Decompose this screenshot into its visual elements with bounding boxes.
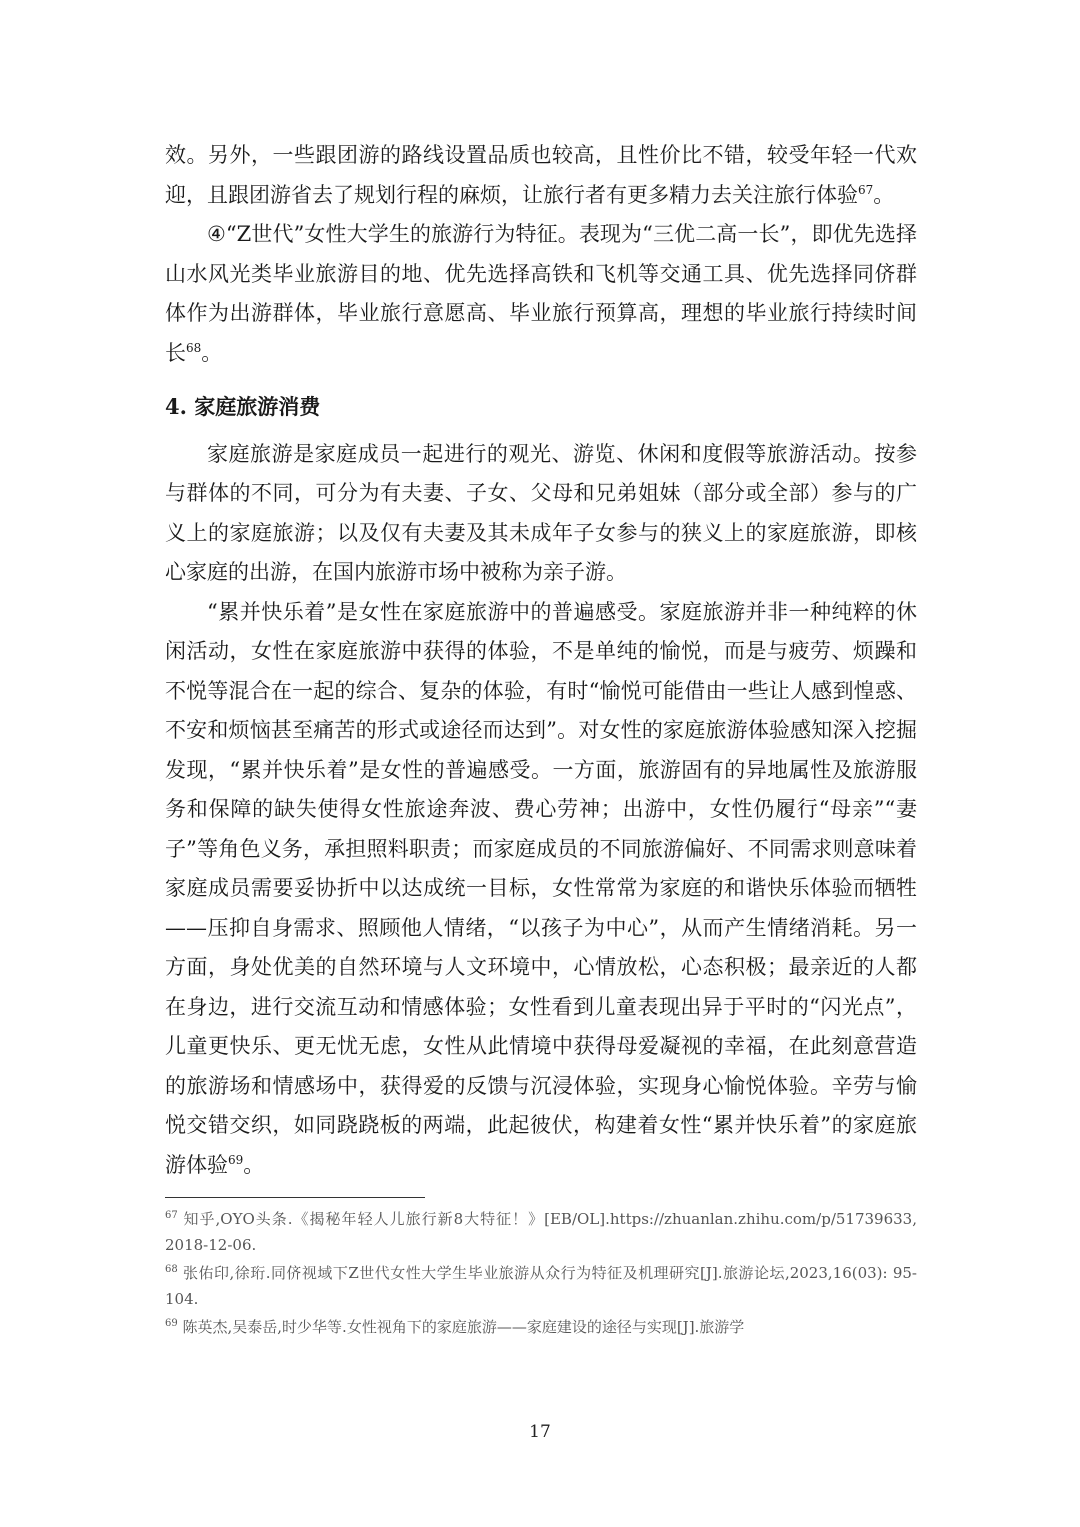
footnote-number: 68 [165,1264,178,1275]
page-number: 17 [529,1422,551,1442]
footnotes-section [165,1206,917,1340]
paragraph-text: 效。另外，一些跟团游的路线设置品质也较高，且性价比不错，较受年轻一代欢迎，且跟团游省去了规划行程的麻烦，让旅行者有更多精力去关注旅行体验 [165,143,917,207]
paragraph-end: 。 [201,340,223,365]
document-page [165,136,917,1342]
footnote-text: 陈英杰,吴泰岳,时少华等.女性视角下的家庭旅游——家庭建设的途径与实现[J].旅游学 [182,1318,745,1336]
footnote-divider [165,1197,425,1198]
footnote-67 [165,1206,917,1258]
section-heading: 4. 家庭旅游消费 [165,394,321,419]
footnote-69 [165,1314,917,1340]
paragraph-text: ④“Z世代”女性大学生的旅游行为特征。表现为“三优二高一长”，即优先选择山水风光类毕业旅游目的地、优先选择高铁和飞机等交通工具、优先选择同侪群体作为出游群体，毕业旅行意愿高、毕业旅行预算高，理想的毕业旅行持续时间长 [165,222,917,365]
paragraph-text: “累并快乐着”是女性在家庭旅游中的普遍感受。家庭旅游并非一种纯粹的休闲活动，女性在家庭旅游中获得的体验，不是单纯的愉悦，而是与疲劳、烦躁和不悦等混合在一起的综合、复杂的体验，有时“愉悦可能借由一些让人感到惶惑、不安和烦恼甚至痛苦的形式或途径而达到”。对女性的家庭旅游体验感知深入挖掘发现，“累并快乐着”是女性的普遍感受。一方面，旅游固有的异地属性及旅游服务和保障的缺失使得女性旅途奔波、费心劳神；出游中，女性仍履行“母亲”“妻子”等角色义务，承担照料职责；而家庭成员的不同旅游偏好、不同需求则意味着家庭成员需要妥协折中以达成统一目标，女性常常为家庭的和谐快乐体验而牺牲——压抑自身需求、照顾他人情绪，“以孩子为中心”，从而产生情绪消耗。另一方面，身处优美的自然环境与人文环境中，心情放松，心态积极；最亲近的人都在身边，进行交流互动和情感体验；女性看到儿童表现出异于平时的“闪光点”，儿童更快乐、更无忧无虑，女性从此情境中获得母爱凝视的幸福，在此刻意营造的旅游场和情感场中，获得爱的反馈与沉浸体验，实现身心愉悦体验。辛劳与愉悦交错交织，如同跷跷板的两端，此起彼伏，构建着女性“累并快乐着”的家庭旅游体验 [165,599,917,1177]
footnote-text: 张佑印,徐珩.同侪视域下Z世代女性大学生毕业旅游从众行为特征及机理研究[J].旅游论坛,2023,16(03): 95-104. [165,1264,917,1308]
footnote-number: 69 [165,1318,178,1329]
paragraph-continuation [165,136,917,215]
paragraph-end: 。 [873,182,895,207]
footnote-ref-67[interactable]: 67 [858,182,874,197]
footnote-ref-69[interactable]: 69 [228,1152,244,1167]
paragraph-women-family-travel [165,593,917,1186]
paragraph-family-travel-definition: 家庭旅游是家庭成员一起进行的观光、游览、休闲和度假等旅游活动。按参与群体的不同，可分为有夫妻、子女、父母和兄弟姐妹（部分或全部）参与的广义上的家庭旅游；以及仅有夫妻及其未成年子女参与的狭义上的家庭旅游，即核心家庭的出游，在国内旅游市场中被称为亲子游。 [165,441,917,584]
footnote-ref-68[interactable]: 68 [186,340,202,355]
footnote-number: 67 [165,1210,178,1221]
paragraph-end: 。 [243,1152,265,1177]
footnote-text: 知乎,OYO头条.《揭秘年轻人儿旅行新8大特征！》[EB/OL].https://zhuanlan.zhihu.com/p/51739633, 2018-12-06. [165,1210,917,1254]
footnote-68 [165,1260,917,1312]
paragraph-gen-z-travel [165,215,917,373]
